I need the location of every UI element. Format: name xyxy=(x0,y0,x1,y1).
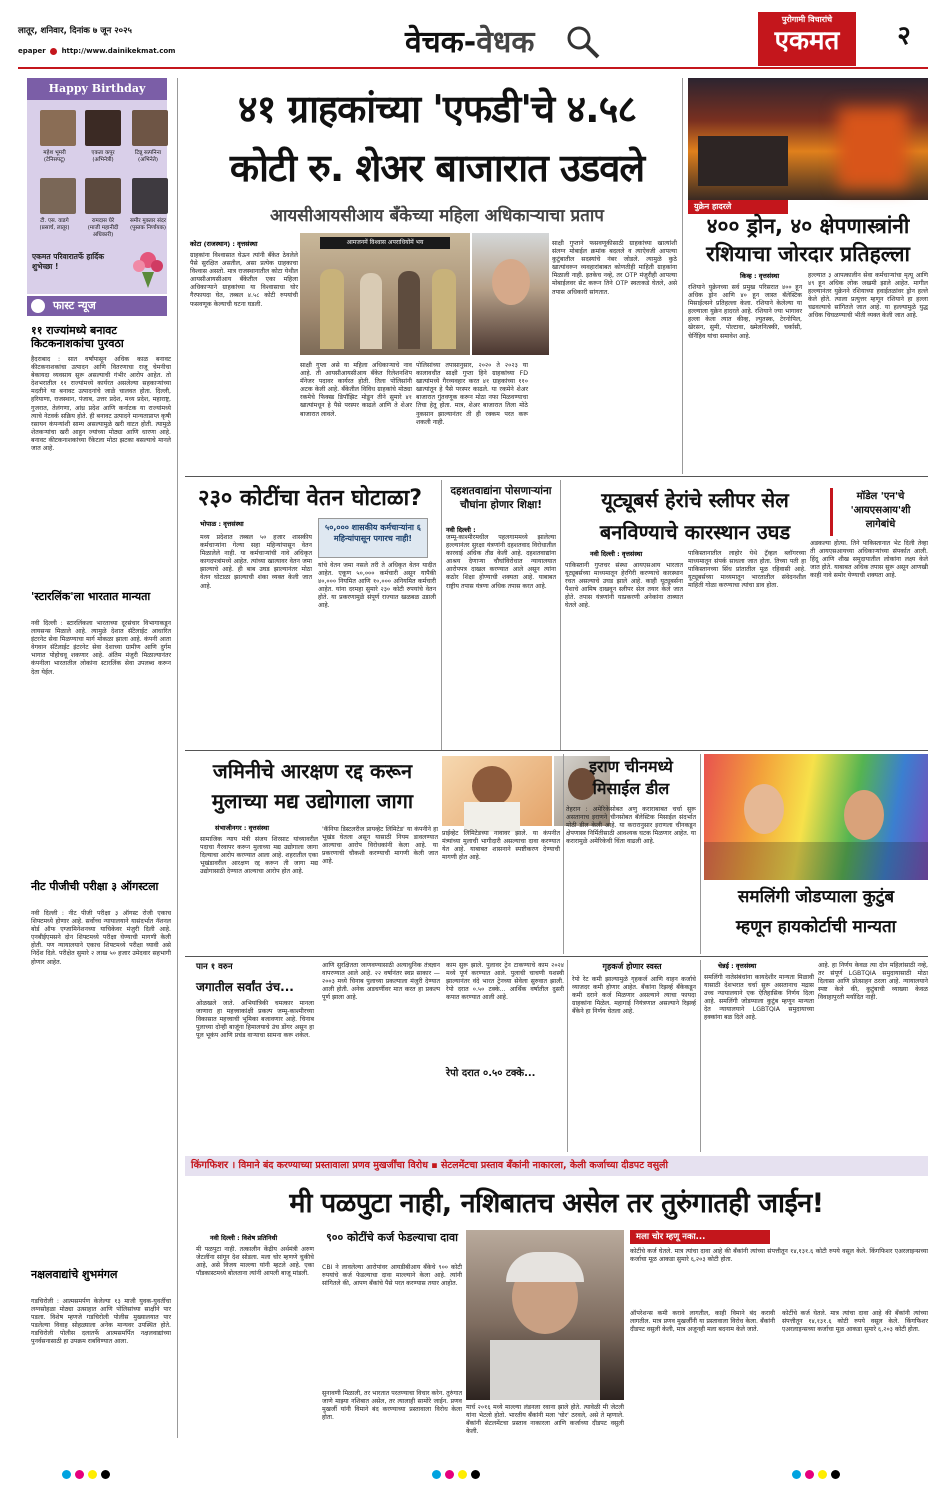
section-logo xyxy=(405,12,605,74)
pride-photo xyxy=(704,754,928,880)
land-col-3: प्राईव्हेट लिमिटेडच्या नावावर झाले. या कंपनीत मंत्र्यांच्या मुलाची भागीदारी असल्याचा दावा करण्यात येत आहे. याबाबत शासनाने स्पष्टीकरण देण्याची मागणी होत आहे. xyxy=(442,830,560,862)
lead-subhead: आयसीआयसीआय बँकेच्या महिला अधिकाऱ्याचा प्रताप xyxy=(270,206,604,226)
magenta-dot xyxy=(805,1470,814,1479)
person-role: (माजी महानीदी अधिकारी) xyxy=(87,225,119,238)
divider xyxy=(441,480,442,750)
birthday-person-5 xyxy=(78,218,128,238)
person-name: टी. एस. वाडगे xyxy=(40,218,69,224)
land-headline-2: मुलाच्या मद्य उद्योगाला जागा xyxy=(211,789,414,813)
lead-photo-accused xyxy=(472,233,549,355)
lead-photo-police xyxy=(300,233,470,355)
iran-headline-1: इराण चीनमध्ये xyxy=(589,757,673,776)
mallya-col-4: ऑपरेशन्स कमी करावे लागतील, काही विमाने बंद करावी लागतील. मात्र प्रणव मुखर्जींनी या प्रस्तावाला विरोध केला. बँकांनी दीडपट वसुली केली, मात्र अजूनही मला बदनाम केले जाते. xyxy=(630,1310,775,1334)
section-title-2: वेधक xyxy=(476,25,535,60)
row-rule-3 xyxy=(185,956,928,957)
fast-news-text: फास्ट न्यूज xyxy=(53,299,96,312)
divider xyxy=(700,754,701,954)
magenta-dot xyxy=(75,1470,84,1479)
ukraine-col-1: रशियाने युक्रेनच्या सर्व प्रमुख परिसरात ४०० हून अधिक ड्रोन आणि ४० हून जास्त बॅलेस्टिक मिसाईल्सने प्रतिहल्ला केला. रशियाने केलेल्या या हल्ल्याला युक्रेन हादरले आहे. रशियाने ज्या भागावर हल्ला केला त्यात कीव्ह, ल्युतस्क, टेरनोपिल, खेरसन, सुमी, पोल्टावा, ख्मेलनित्स्की, चर्कासी, चेर्निहिव यांचा समावेश आहे. xyxy=(688,284,802,340)
person-name: महेश भूमरी xyxy=(43,150,66,156)
fast-news-label xyxy=(27,296,167,316)
salary-headline: २३० कोटींचा वेतन घोटाळा? xyxy=(198,486,422,511)
person-role: (टेनिसपटू) xyxy=(43,157,66,163)
kingfisher-text: । विमाने बंद करण्याच्या प्रस्तावाला प्रणव मुखर्जींचा विरोध ▪ सेटलमेंटचा प्रस्ताव बँकांनी नाकारला, केली कर्जाच्या दीडपट वसुली xyxy=(231,1160,668,1171)
masthead-rule xyxy=(18,67,928,69)
mallya-quote-label: मला चोर म्हणू नका... xyxy=(630,1230,770,1244)
chevron-right-icon xyxy=(31,299,45,313)
date-line: लातूर, शनिवार, दिनांक ७ जून २०२५ xyxy=(18,26,132,36)
land-dateline: संभाजीनगर : वृत्तसंस्था xyxy=(215,824,270,832)
avatar xyxy=(132,178,168,214)
avatar xyxy=(132,110,168,146)
land-headline-1: जमिनीचे आरक्षण रद्द करून xyxy=(212,759,413,783)
cyan-dot xyxy=(62,1470,71,1479)
poison-headline: दहशतवाद्यांना पोसणाऱ्यांना चौघांना होणार शिक्षा! xyxy=(450,485,552,511)
mallya-box-body: CBI ने लावलेल्या आरोपांवर आयडीबीआय बँकेचे ९०० कोटी रुपयांचे कर्ज फेडल्याचा दावा माल्ल्याने केला आहे. त्यांनी सांगितले की, आपण बँकांचे पैसे परत करण्यास तयार आहोत. xyxy=(322,1264,462,1288)
cyan-dot xyxy=(792,1470,801,1479)
fast-news-body-1: हैदराबाद : सात वर्षांपासून अधिक काळ बनावट कीटकनाशकांचा उत्पादन आणि वितरणाचा राजू चेमनीचा बेकायदा व्यवसाय सुरू असल्याची गंभीर आरोप आहेत. तो देशभरातील ११ राज्यांमध्ये कार्यरत असलेल्या सहकाऱ्यांच्या मदतीने या बनावट उत्पादनांचे जाळे चालवत होता. दिल्ली, हरियाणा, राजस्थान, पंजाब, उत्तर प्रदेश, मध्य प्रदेश, महाराष्ट्र, गुजरात, तेलंगणा, आंध्र प्रदेश आणि कर्नाटक या राज्यांमध्ये त्याचे नेटवर्क सक्रिय होते. ही बनावट उत्पादने मान्यताप्राप्त कृषी रसायन कंपन्यांशी साम्य असल्यामुळे खरी वाटत होती. त्यामुळे शेतकऱ्यांचा खरी आहुन ज्यांच्या मोठ्या आणि धारणा आहे. बनावट कीटकनाशकांच्या रॅकेटला मोठा झटका बसल्याचे मानले जात आहे. xyxy=(31,356,171,453)
iran-headline-2: मिसाईल डील xyxy=(592,779,670,798)
same-sex-dateline: चेन्नई : वृत्तसंस्था xyxy=(718,962,757,970)
brand-box xyxy=(758,12,856,66)
avatar xyxy=(40,178,76,214)
mallya-dateline: नवी दिल्ली : विशेष प्रतिनिधी xyxy=(210,1234,278,1242)
mallya-photo xyxy=(466,1230,624,1400)
epaper-link[interactable] xyxy=(18,47,248,58)
birthday-person-2 xyxy=(78,150,128,170)
magnifier-icon xyxy=(565,24,601,60)
ukraine-fire-photo xyxy=(688,78,928,200)
youtubers-col-2: पाकिस्तानातील लाहोर येथे ट्रॅव्हल ब्लॉगरच्या माध्यमातून संपर्क साधला जात होता. तिच्या पती हा पाकिस्तानच्या सिंध प्रांतातील मूळ रहिवासी आहे. यूट्यूबर्सच्या माध्यमातून भारतातील संवेदनशील माहिती गोळा करण्याचा त्यांचा डाव होता. xyxy=(688,550,806,590)
land-col-2: 'कॅनिया डिस्टलरीज प्रायव्हेट लिमिटेड' या कंपनीने हा भूखंड घेतला असून यासाठी नियम डावलण्यात आल्याचा आरोप विरोधकांनी केला आहे. या प्रकरणाची चौकशी करण्याची मागणी केली जात आहे. xyxy=(322,826,438,866)
avatar xyxy=(40,110,76,146)
mallya-quote-body: कोटींचे कर्ज घेतले. मात्र त्यांचा दावा आहे की बँकांनी त्यांच्या संपत्तीतून १४,१३१.६ कोटी रुपये वसूल केले. किंगफिशर एअरलाइन्सच्या कर्जाचा मूळ आकडा सुमारे ६,२०३ कोटी होता. xyxy=(630,1248,928,1264)
continued-col-3: काम सुरू झाले. पुलावर ट्रेन टाकण्याचे काम २०२४ मध्ये पूर्ण करण्यात आले. पुलाची चाचणी यशस्वी झाल्यानंतर वंदे भारत ट्रेनच्या सेवेला सुरुवात झाली. रेपो दरात ०.५० टक्के... आर्थिक वर्षातील दुसरी कपात करण्यात आली आहे. xyxy=(446,962,564,1002)
lead-dateline: कोटा (राजस्थान) : वृत्तसंस्था xyxy=(190,240,258,248)
avatar xyxy=(85,110,121,146)
mallya-col-1: मी पळपुटा नाही. तत्कालीन केंद्रीय अर्थमंत्री अरुण जेटलींना सांगून देश सोडला. मला चोर म्हणणे चुकीचे आहे, असे विजय माल्ल्या यांनी म्हटले आहे. एका पॉडकास्टमध्ये बोलताना त्यांनी आपली बाजू मांडली. xyxy=(196,1246,314,1278)
row-rule-1 xyxy=(185,476,928,477)
fast-news-heading-2: 'स्टारलिंक'ला भारतात मान्यता xyxy=(31,590,151,603)
epaper-label: epaper xyxy=(18,47,46,55)
fast-news-heading-1: ११ राज्यांमध्ये बनावट किटकनाशकांचा पुरवठा xyxy=(31,324,124,350)
same-sex-col-2: आहे. हा निर्णय केवळ त्या दोन महिलांसाठी नव्हे, तर संपूर्ण LGBTQIA समुदायासाठी मोठा दिलासा आणि प्रोत्साहन ठरला आहे. न्यायालयाने स्पष्ट केले की, कुटुंबाची व्याख्या केवळ विवाहापुरती मर्यादित नाही. xyxy=(818,962,928,1002)
photo-banner: आमजनमें विश्वास अपराधियोंमें भय xyxy=(320,237,450,249)
sidebar-divider xyxy=(177,78,178,1438)
black-dot xyxy=(471,1470,480,1479)
salary-box-title: ५०,००० शासकीय कर्मचाऱ्यांना ६ महिन्यांपासून पगारच नाही! xyxy=(318,518,428,558)
fast-news-heading-4: नक्षलवाद्यांचे शुभमंगल xyxy=(31,1268,118,1281)
person-name: टिन्नू सत्पनिना xyxy=(134,150,162,156)
yellow-dot xyxy=(88,1470,97,1479)
yellow-dot xyxy=(458,1470,467,1479)
person-name: समीर मुक्तार संदर xyxy=(129,218,167,224)
birthday-person-6 xyxy=(124,218,172,238)
poison-dateline: नवी दिल्ली : xyxy=(446,526,476,534)
brand-tagline: पुरोगामी विचारांचे xyxy=(781,15,833,24)
housing-headline: गृहकर्ज होणार स्वस्त xyxy=(602,962,662,971)
youtubers-col-1: पाकिस्तानी गुप्तचर संस्था आयएसआय भारतात यूट्यूबर्सच्या माध्यमातून हेरगिरी करण्याचे कारस्थान रचत असल्याचे उघड झाले आहे. काही यूट्यूबर्सना पैशाचे आमिष दाखवून स्लीपर सेल तयार केले जात होते. तपास यंत्रणांनी याप्रकरणी अनेकांना ताब्यात घेतले आहे. xyxy=(565,562,683,610)
lead-col-2: साक्षी गुप्ता असे या महिला अधिकाऱ्याचे नाव आहे. ती आयसीआयसीआय बँकेत रिलेशनशिप मॅनेजर पदावर कार्यरत होती. तिला पोलिसांनी अटक केली आहे. बँकेतील विविध ग्राहकांचे मोठ्या रकमेचे फिक्स्ड डिपॉझिट मोडून तीने सुमारे ४१ खात्यांमधून हे पैसे परस्पर काढले आणि ते शेअर बाजारात लावले. xyxy=(300,362,412,418)
continued-headline: जगातील सर्वांत उंच... xyxy=(196,980,294,994)
person-role: (अभिनेते) xyxy=(138,157,158,163)
lead-col-1: ग्राहकांना विश्वासात घेऊन त्यांनी बँकेत ठेवलेले पैसे सुरक्षित असतील, असा प्रत्येक ग्राहकाचा विश्वास असतो. मात्र राजस्थानातील कोटा येथील आयसीआयसीआय बँकेतील एका महिला अधिकाऱ्याने ग्राहकांच्या या विश्वासाचा घोर गैरफायदा घेत, तब्बल ४.५८ कोटी रुपयांची फसवणूक केल्याची घटना घडली. xyxy=(190,252,298,308)
cyan-dot xyxy=(432,1470,441,1479)
mallya-headline: मी पळपुटा नाही, नशिबातच असेल तर तुरुंगातही जाईन! xyxy=(289,1188,824,1219)
flower-bouquet-icon xyxy=(128,246,168,290)
continued-col-2: आणि सुरक्षितता जाणवण्यासाठी अत्याधुनिक तंत्रज्ञान वापरण्यात आले आहे. २२ वर्षानंतर स्वप्न साकार — २००३ मध्ये चिनाब पुलाच्या प्रकल्पाला मंजुरी देण्यात आली होती. अनेक अडचणींवर मात करत हा प्रकल्प पूर्ण झाला आहे. xyxy=(322,962,440,1002)
mallya-col-5: कोटींचे कर्ज घेतले. मात्र त्यांचा दावा आहे की बँकांनी त्यांच्या संपत्तीतून १४,१३१.६ कोटी रुपये वसूल केले. किंगफिशर एअरलाइन्सच्या कर्जाचा मूळ आकडा सुमारे ६,२०३ कोटी होता. xyxy=(782,1310,928,1334)
youtubers-col-3: अडकल्या होत्या. तिने पाकिस्तानात भेट दिली तेव्हा ती आयएसआयच्या अधिकाऱ्यांच्या संपर्कात आली. हिंदू आणि शीख समुदायातील लोकांना लक्ष्य केले जात होते. याबाबत अधिक तपास सुरू असून आणखी काही नावे समोर येण्याची शक्यता आहे. xyxy=(810,540,928,580)
lead-headline-2: कोटी रु. शेअर बाजारात उडवले xyxy=(229,146,645,190)
poison-body: जम्मू-काश्मीरमधील पहलगाममध्ये झालेल्या हल्ल्यानंतर सुरक्षा यंत्रणांनी दहशतवाद विरोधातील कारवाई अधिक तीव्र केली आहे. दहशतवाद्यांना आश्रय देणाऱ्या चौघांविरोधात न्यायालयात आरोपपत्र दाखल करण्यात आले असून त्यांना कठोर शिक्षा होण्याची शक्यता आहे. याबाबत राष्ट्रीय तपास यंत्रणा अधिक तपास करत आहे. xyxy=(446,534,556,590)
lead-headline-1: ४१ ग्राहकांच्या 'एफडी'चे ४.५८ xyxy=(237,87,637,131)
divider xyxy=(567,960,568,1152)
salary-dateline: भोपाळ : वृत्तसंस्था xyxy=(200,520,244,528)
ukraine-headline-2: रशियाचा जोरदार प्रतिहल्ला xyxy=(706,242,910,266)
mallya-col-2: सुनावणी मिळाली, तर भारतात परतण्याचा विचार करेन. तुरुंगात जाणे माझ्या नशिबात असेल, तर त्यालाही सामोरे जाईन. प्रणव मुखर्जी यांनी विमाने बंद करण्याच्या प्रस्तावाला विरोध केला होता. xyxy=(322,1390,462,1422)
mallya-box-title: ९०० कोटींचे कर्ज फेडल्याचा दावा xyxy=(326,1231,458,1244)
youtubers-headline-1: यूट्यूबर्स हेरांचे स्लीपर सेल xyxy=(601,488,789,512)
ukraine-dateline: किव्ह : वृत्तसंस्था xyxy=(740,272,780,280)
person-role: (प्रसार्च, लातूर) xyxy=(39,225,70,231)
kingfisher-brand: किंगफिशर xyxy=(191,1160,229,1171)
color-reg-marks-right xyxy=(790,1470,900,1484)
birthday-person-3 xyxy=(124,150,172,170)
fast-news-heading-3: नीट पीजीची परीक्षा ३ ऑगस्टला xyxy=(31,880,159,893)
birthday-wish: एकमत परिवारातर्फे हार्दिक शुभेच्छा ! xyxy=(32,252,104,271)
divider xyxy=(560,480,561,750)
ukraine-col-2: हल्ल्यात ३ आपत्कालीन सेवा कर्मचाऱ्यांचा मृत्यू आणि ४९ हून अधिक लोक जखमी झाले आहेत. मागील हल्ल्यानंतर युक्रेनने रशियाच्या हवाईतळांवर ड्रोन हल्ले केले होते. त्याला प्रत्युत्तर म्हणून रशियाने हा हल्ला चढवल्याचे सांगितले जात आहे. या हल्ल्यामुळे युद्ध अधिक चिघळण्याची भीती व्यक्त केली जात आहे. xyxy=(808,272,928,320)
color-reg-marks-left xyxy=(60,1470,170,1484)
kingfisher-bar xyxy=(185,1156,928,1176)
salary-col-2: यांचे वेतन जमा नसले तरी ते अधिकृत वेतन यादीत आहेत. एकूण ५०,००० कर्मचारी असून यापैकी ४०,००० नियमित आणि १०,००० अनियमित कर्मचारी आहेत. यांना दरमहा सुमारे २३० कोटी रुपयांचे वेतन होते. या प्रकरणामुळे संपूर्ण राज्यात खळबळ उडाली आहे. xyxy=(318,562,436,610)
youtubers-side-head: मॉडेल 'एन'चे 'आयएसआय'शी लागेबांधे xyxy=(830,488,928,536)
divider xyxy=(563,754,564,954)
globe-icon xyxy=(50,48,57,55)
same-sex-headline-1: समलिंगी जोडप्याला कुटुंब xyxy=(737,887,895,907)
black-dot xyxy=(831,1470,840,1479)
lead-col-4: साक्षी गुप्ताने फसवणूकीसाठी ग्राहकांच्या खात्यांशी संलग्न मोबाईल क्रमांक बदलले व त्याऐवजी आपल्या कुटुंबातील सदस्यांचे नंबर जोडले. त्यामुळे कुठे खात्यांवरून व्यवहारांबाबत कोणतीही माहिती ग्राहकांना मिळाली नाही. इतकेच नव्हे, तर OTP मंजुरीही आपल्या मोबाईलवर सेट करून तिने OTP स्वतःकडे घेतले, असे तपास अधिकारी सांगतात. xyxy=(552,240,677,296)
divider xyxy=(700,960,701,1152)
same-sex-headline-2: म्हणून हायकोर्टाची मान्यता xyxy=(735,917,897,937)
salary-col-1: मध्य प्रदेशात तब्बल ५० हजार शासकीय कर्मचाऱ्यांना गेल्या सहा महिन्यांपासून वेतन मिळालेले नाही. या कर्मचाऱ्यांची नावे अधिकृत कागदपत्रांमध्ये आहेत. त्यांच्या खात्यावर वेतन जमा झाल्याचे आहे. ही बाब उघड झाल्यानंतर मोठा वेतन घोटाळा झाल्याची शंका व्यक्त केली जात आहे. xyxy=(200,534,312,590)
youtubers-dateline: नवी दिल्ली : वृत्तसंस्था xyxy=(590,550,643,558)
person-name: एकता कपूर xyxy=(91,150,115,156)
person-name: रामदास घेरे xyxy=(91,218,115,224)
youtubers-headline-2: बनविण्याचे कारस्थान उघड xyxy=(599,520,791,544)
fast-news-body-4: गडचिरोली : आत्मसमर्पण केलेल्या १३ माजी युवक-युवतींचा लग्नसोहळा मोठ्या उत्साहात आणि पोलिसांच्या साक्षीने पार पडला. विशेष म्हणजे गडचिरोली पोलीस मुख्यालयात पार पडलेल्या विवाह सोहळ्याला अनेक मान्यवर उपस्थित होते. गडचिरोली पोलीस दलातर्फे आत्मसमर्पित नक्षलवाद्यांच्या पुनर्वसनासाठी हा उपक्रम राबविण्यात आला. xyxy=(31,1298,171,1346)
fast-news-body-2: नवी दिल्ली : स्टारलिंकला भारताच्या दूरसंचार विभागाकडून लायसन्स मिळाले आहे. त्यामुळे देशात सॅटेलाईट आधारित इंटरनेट सेवा मिळण्याचा मार्ग मोकळा झाला आहे. कंपनी आता वेगवान सॅटेलाईट इंटरनेट सेवा देशाच्या ग्रामीण आणि दुर्गम भागात पोहोचवू शकणार आहे. अंतिम मंजुरी मिळाल्यानंतर कंपनीला भारतातील लोकांना स्टारलिंक सेवा उपलब्ध करून देता येईल. xyxy=(31,620,171,676)
land-col-1: सामाजिक न्याय मंत्री संजय शिरसाट यांच्यावरील पदाचा गैरवापर करून मुलाच्या मद्य उद्योगाला जागा दिल्याचा आरोप करण्यात आला आहे. शहरातील एका भूखंडावरील आरक्षण रद्द करून ती जागा मद्य उद्योगासाठी देण्यात आल्याचा आरोप होत आहे. xyxy=(200,836,318,876)
brand-name: एकमत xyxy=(774,26,840,56)
avatar xyxy=(85,178,121,214)
repo-headline: रेपो दरात ०.५० टक्के... xyxy=(446,1068,564,1082)
continued-label: पान १ वरुन xyxy=(196,962,233,972)
same-sex-col-1: समलिंगी नातेसंबंधांना कायदेशीर मान्यता मिळावी यासाठी देशभरात चर्चा सुरू असतानाच मद्रास उच्च न्यायालयाने एक ऐतिहासिक निर्णय दिला आहे. समलिंगी जोडप्याला कुटुंब म्हणून मान्यता देत न्यायालयाने LGBTQIA समुदायाच्या हक्कांना बळ दिले आहे. xyxy=(704,974,814,1022)
iran-body: तेहरान : अमेरिकेसोबत अणु कराराबाबत चर्चा सुरू असतानाच इराणने चीनसोबत बॅलेस्टिक मिसाईल संदर्भात मोठी डील केली आहे. या करारानुसार इराणला चीनकडून क्षेपणास्त्र निर्मितीसाठी आवश्यक घटक मिळणार आहेत. या करारामुळे अमेरिकेची चिंता वाढली आहे. xyxy=(566,806,696,846)
birthday-person-4 xyxy=(32,218,77,238)
magenta-dot xyxy=(445,1470,454,1479)
page-number: २ xyxy=(897,21,911,51)
ukraine-headline-1: ४०० ड्रोन, ४० क्षेपणास्त्रांनी xyxy=(706,214,910,238)
person-role: (अभिनेत्री) xyxy=(92,157,114,163)
row-rule-2 xyxy=(185,750,928,751)
mallya-col-3: मार्च २०१६ मध्ये माल्ल्या लंडनला रवाना झाले होते. त्यावेळी मी जेटली यांना भेटलो होतो. भारतीय बँकांनी मला 'चोर' ठरवले, असे ते म्हणाले. बँकांनी सेटलमेंटचा प्रस्ताव नाकारला आणि कर्जाच्या दीडपट वसुली केली. xyxy=(466,1404,624,1436)
color-reg-marks-center xyxy=(430,1470,540,1484)
continued-col-1: ओळखले जाते. अभियांत्रिकी चमत्कार मानला जाणारा हा महत्त्वाकांक्षी प्रकल्प जम्मू-काश्मीरच्या विकासात महत्त्वाची भूमिका बजावणार आहे. चिनाब पुलाच्या दोन्ही बाजूंना हिमालयाचे उंच डोंगर असून हा पूल भूकंप आणि प्रचंड वाऱ्याचा सामना करू शकेल. xyxy=(196,1000,314,1040)
section-title-1: वेचक- xyxy=(405,25,477,60)
black-dot xyxy=(101,1470,110,1479)
fast-news-body-3: नवी दिल्ली : नीट पीजी परीक्षा ३ ऑगस्ट रोजी एकाच शिफ्टमध्ये होणार आहे. सर्वोच्च न्यायालयाने यासंदर्भात नॅशनल बोर्ड ऑफ एग्जामिनेशनच्या याचिकेवर मंजुरी दिली आहे. एनबीईएमसने दोन शिफ्टमध्ये परीक्षा घेण्याची मागणी केली होती. पण न्यायालयाने एकाच शिफ्टमध्ये परीक्षा घ्यावी असे निर्देश दिले. परीक्षेत सुमारे २ लाख ५० हजार उमेदवार सहभागी होणार आहेत. xyxy=(31,910,171,966)
lead-divider xyxy=(682,78,683,474)
ukraine-label: युक्रेन हादरले xyxy=(688,200,788,214)
yellow-dot xyxy=(818,1470,827,1479)
birthday-title: Happy Birthday xyxy=(27,78,167,100)
birthday-person-1 xyxy=(32,150,77,170)
housing-body: रेपो रेट कमी झाल्यामुळे गृहकर्ज आणि वाहन कर्जाचे व्याजदर कमी होणार आहेत. बँकांना रिझर्व्ह बँकेकडून कमी दराने कर्ज मिळणार असल्याने त्याचा फायदा ग्राहकांना मिळेल. महागाई नियंत्रणात असल्याने रिझर्व्ह बँकेने हा निर्णय घेतला आहे. xyxy=(572,976,696,1016)
minister-photo xyxy=(442,756,552,826)
lead-col-3: पोलिसांच्या तपासानुसार, २०२० ते २०२३ या कालावधीत साक्षी गुप्ता हिने ग्राहकांच्या FD खात्यांमध्ये गैरव्यवहार करत ४१ ग्राहकांच्या ११० खात्यांतून हे पैसे परस्पर काढले. या रकमेने शेअर बाजारात गुंतवणूक करून मोठा नफा मिळवण्याचा तिचा हेतू होता. मात्र, शेअर बाजारात तिला मोठे नुकसान झाल्यानंतर ती ही रक्कम परत करू शकली नाही. xyxy=(416,362,528,426)
person-role: (पुस्तक निर्णायक) xyxy=(130,225,166,231)
epaper-url: http://www.dainikekmat.com xyxy=(61,47,176,55)
